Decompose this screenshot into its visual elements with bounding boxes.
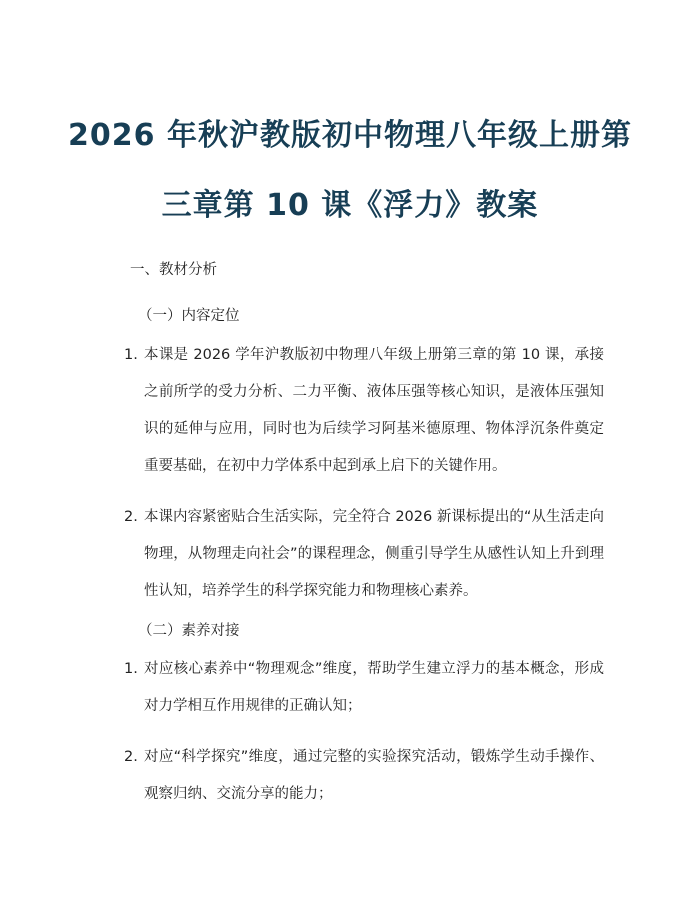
list-item	[124, 739, 604, 813]
document-title-line-2: 三章第 10 课《浮力》教案	[161, 188, 539, 223]
subsection-heading-content-positioning: （一）内容定位	[138, 308, 240, 324]
section-heading-textbook-analysis: 一、教材分析	[130, 262, 217, 278]
list-item-number: 1.	[124, 347, 138, 363]
list-item-text: 本课是 2026 学年沪教版初中物理八年级上册第三章的第 10 课，承接之前所学的受力分析、二力平衡、液体压强等核心知识，是液体压强知识的延伸与应用，同时也为后续学习阿基米德原理、物体浮沉条件奠定重要基础，在初中力学体系中起到承上启下的关键作用。	[144, 347, 604, 474]
list-item	[124, 499, 604, 610]
subsection-heading-literacy-alignment: （二）素养对接	[138, 623, 240, 639]
list-item-number: 2.	[124, 749, 138, 765]
list-item-text: 对应核心素养中“物理观念”维度，帮助学生建立浮力的基本概念，形成对力学相互作用规律的正确认知；	[144, 661, 604, 714]
list-item-text: 对应“科学探究”维度，通过完整的实验探究活动，锻炼学生动手操作、观察归纳、交流分享的能力；	[144, 749, 604, 802]
document-title-line-1: 2026 年秋沪教版初中物理八年级上册第	[68, 118, 632, 153]
list-item	[124, 337, 604, 485]
list-item-number: 2.	[124, 509, 138, 525]
list-item-number: 1.	[124, 661, 138, 677]
list-item	[124, 651, 604, 725]
list-item-text: 本课内容紧密贴合生活实际，完全符合 2026 新课标提出的“从生活走向物理，从物理走向社会”的课程理念，侧重引导学生从感性认知上升到理性认知，培养学生的科学探究能力和物理核心素养。	[144, 509, 604, 599]
